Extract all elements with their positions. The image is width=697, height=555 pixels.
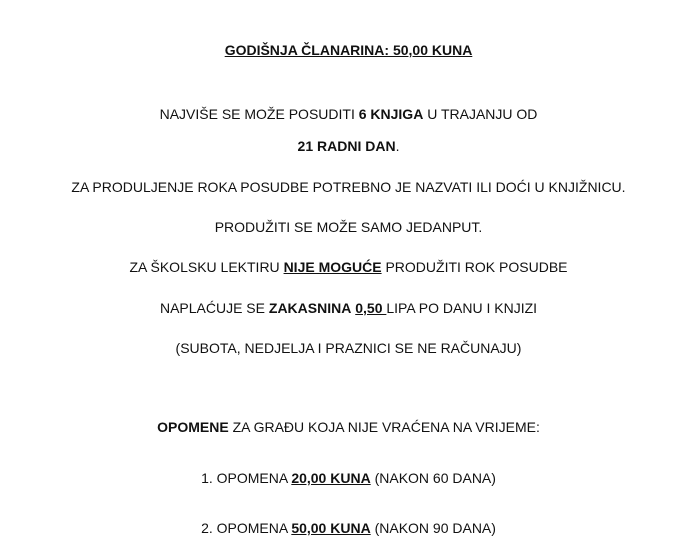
late-fee-pre: NAPLAĆUJE SE [159,300,269,316]
renewal-info-line [0,178,697,196]
school-reading-line [0,258,697,276]
max-books-post: U TRAJANJU OD [423,106,538,122]
reminder-timing: (NAKON 60 DANA) [370,470,496,486]
title-text: GODIŠNJA ČLANARINA: 50,00 KUNA [224,42,473,58]
school-reading-pre: ZA ŠKOLSKU LEKTIRU [129,259,284,275]
loan-duration: 21 RADNI DAN [297,138,396,154]
reminder-timing: (NAKON 90 DANA) [370,520,496,536]
max-books-line [0,105,697,123]
reminder-amount: 20,00 KUNA [291,470,371,486]
school-reading-post: PRODUŽITI ROK POSUDBE [381,259,568,275]
loan-duration-line [0,137,697,155]
late-fee-label: ZAKASNINA [268,300,352,316]
non-counted-days-line [0,339,697,357]
late-fee-line [0,299,697,317]
non-counted-days-text: (SUBOTA, NEDJELJA I PRAZNICI SE NE RAČUNAJU) [175,340,522,356]
reminder-number: 2. OPOMENA [201,520,292,536]
not-possible-text: NIJE MOGUĆE [283,259,382,275]
reminder-number: 1. OPOMENA [201,470,292,486]
reminders-heading [0,418,697,436]
max-books-pre: NAJVIŠE SE MOŽE POSUDITI [159,106,359,122]
reminder-item [0,469,697,487]
late-fee-amount: 0,50 [355,300,387,316]
reminders-heading-bold: OPOMENE [157,419,229,435]
membership-fee-title [0,41,697,59]
late-fee-post: LIPA PO DANU I KNJIZI [386,300,538,316]
loan-duration-period: . [395,138,400,154]
reminder-item [0,519,697,537]
reminders-heading-post: ZA GRAĐU KOJA NIJE VRAĆENA NA VRIJEME: [228,419,540,435]
renewal-info-text: ZA PRODULJENJE ROKA POSUDBE POTREBNO JE NAZVATI ILI DOĆI U KNJIŽNICU. [71,179,626,195]
renew-once-text: PRODUŽITI SE MOŽE SAMO JEDANPUT. [214,219,483,235]
renew-once-line [0,218,697,236]
max-books-count: 6 KNJIGA [358,106,424,122]
reminder-amount: 50,00 KUNA [291,520,371,536]
